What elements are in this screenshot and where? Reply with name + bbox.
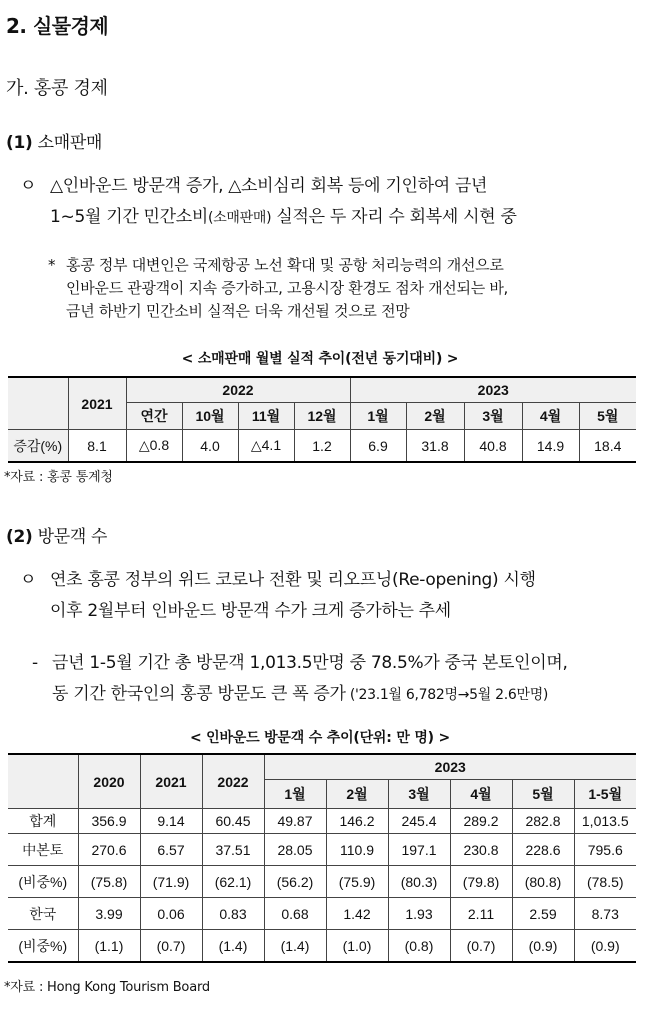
- visitors-col-year: 2022: [202, 754, 264, 809]
- visitors-row-label: 합계: [8, 809, 78, 834]
- section-title: 2. 실물경제: [6, 14, 109, 38]
- table-cell: (75.8): [78, 866, 140, 898]
- retail-note: [66, 254, 646, 323]
- retail-subcol: 12월: [294, 403, 350, 430]
- table-row: [8, 866, 636, 898]
- table-cell: 0.68: [264, 898, 326, 930]
- table-cell: 60.45: [202, 809, 264, 834]
- table-cell: 8.73: [574, 898, 636, 930]
- retail-table-corner: [8, 377, 68, 430]
- retail-table: [8, 376, 636, 463]
- table-cell: (0.7): [140, 930, 202, 963]
- visitors-row-label: 中본토: [8, 834, 78, 866]
- visitors-bullet: ㅇ: [20, 570, 37, 590]
- visitors-sub-line-2: [52, 679, 652, 711]
- visitors-subcol: 1월: [264, 780, 326, 809]
- retail-line-1: △인바운드 방문객 증가, △소비심리 회복 등에 기인하여 금년: [50, 176, 488, 196]
- visitors-line-2: 이후 2월부터 인바운드 방문객 수가 크게 증가하는 추세: [50, 601, 451, 621]
- visitors-heading-number: (2): [6, 527, 33, 547]
- table-cell: (0.7): [450, 930, 512, 963]
- table-cell: 28.05: [264, 834, 326, 866]
- table-cell: (0.8): [388, 930, 450, 963]
- table-cell: 37.51: [202, 834, 264, 866]
- visitors-subcol: 4월: [450, 780, 512, 809]
- retail-subcol: 연간: [126, 403, 182, 430]
- retail-subcol: 5월: [579, 403, 636, 430]
- table-cell: 6.57: [140, 834, 202, 866]
- table-cell: 40.8: [464, 430, 522, 463]
- retail-line-2a: 1~5월 기간 민간소비: [50, 207, 209, 227]
- visitors-col-year: 2020: [78, 754, 140, 809]
- retail-subcol: 1월: [350, 403, 406, 430]
- table-cell: 1,013.5: [574, 809, 636, 834]
- table-cell: 289.2: [450, 809, 512, 834]
- retail-source: *자료 : 홍콩 통계청: [4, 470, 113, 485]
- retail-line-2b: (소매판매): [208, 210, 272, 226]
- visitors-row-label: (비중%): [8, 930, 78, 963]
- table-cell: 4.0: [182, 430, 238, 463]
- retail-subcol: 11월: [238, 403, 294, 430]
- table-cell: 795.6: [574, 834, 636, 866]
- retail-col-2021: 2021: [68, 377, 126, 430]
- table-cell: 2.59: [512, 898, 574, 930]
- visitors-sub-paragraph: [52, 648, 652, 711]
- table-cell: △0.8: [126, 430, 182, 463]
- retail-bullet: ㅇ: [20, 176, 37, 196]
- table-cell: (1.4): [202, 930, 264, 963]
- visitors-paragraph: [50, 565, 650, 627]
- visitors-source: *자료 : Hong Kong Tourism Board: [4, 980, 210, 995]
- visitors-table-body: [8, 809, 636, 963]
- table-cell: (0.9): [512, 930, 574, 963]
- table-cell: 14.9: [522, 430, 579, 463]
- retail-note-line-3: 금년 하반기 민간소비 실적은 더욱 개선될 것으로 전망: [66, 302, 410, 320]
- retail-subcol: 10월: [182, 403, 238, 430]
- retail-subcol: 4월: [522, 403, 579, 430]
- table-cell: 1.93: [388, 898, 450, 930]
- table-cell: 8.1: [68, 430, 126, 463]
- subsection-title: 가. 홍콩 경제: [6, 78, 108, 99]
- table-cell: (62.1): [202, 866, 264, 898]
- visitors-sub-line-1: 금년 1-5월 기간 총 방문객 1,013.5만명 중 78.5%가 중국 본토인이며,: [52, 653, 568, 673]
- visitors-subcol: 3월: [388, 780, 450, 809]
- table-cell: (78.5): [574, 866, 636, 898]
- table-cell: (56.2): [264, 866, 326, 898]
- table-cell: △4.1: [238, 430, 294, 463]
- table-row: [8, 930, 636, 963]
- table-cell: (71.9): [140, 866, 202, 898]
- table-cell: 9.14: [140, 809, 202, 834]
- table-cell: 282.8: [512, 809, 574, 834]
- table-cell: 0.06: [140, 898, 202, 930]
- retail-heading-number: (1): [6, 133, 33, 153]
- retail-note-mark: *: [48, 256, 56, 274]
- table-cell: 146.2: [326, 809, 388, 834]
- table-cell: 18.4: [579, 430, 636, 463]
- visitors-table-corner: [8, 754, 78, 809]
- retail-subcol: 2월: [406, 403, 464, 430]
- visitors-subcol: 2월: [326, 780, 388, 809]
- visitors-dash: -: [32, 653, 38, 673]
- table-cell: 230.8: [450, 834, 512, 866]
- table-cell: 270.6: [78, 834, 140, 866]
- retail-line-2c: 실적은 두 자리 수 회복세 시현 중: [271, 207, 517, 227]
- visitors-subcol: 1-5월: [574, 780, 636, 809]
- table-cell: (1.4): [264, 930, 326, 963]
- visitors-sub-line-2b: ('23.1월 6,782명→5월 2.6만명): [345, 687, 549, 703]
- visitors-sub-line-2a: 동 기간 한국인의 홍콩 방문도 큰 폭 증가: [52, 684, 346, 704]
- visitors-row-label: 한국: [8, 898, 78, 930]
- visitors-heading-text: 방문객 수: [37, 527, 108, 547]
- retail-subcol: 3월: [464, 403, 522, 430]
- table-cell: 110.9: [326, 834, 388, 866]
- table-cell: 49.87: [264, 809, 326, 834]
- retail-table-caption: < 소매판매 월별 실적 추이(전년 동기대비) >: [181, 351, 459, 367]
- retail-heading-text: 소매판매: [37, 133, 103, 153]
- table-cell: 356.9: [78, 809, 140, 834]
- table-cell: 197.1: [388, 834, 450, 866]
- retail-paragraph: [50, 171, 640, 234]
- table-cell: (1.1): [78, 930, 140, 963]
- visitors-table: [8, 753, 636, 963]
- visitors-row-label: (비중%): [8, 866, 78, 898]
- table-cell: 31.8: [406, 430, 464, 463]
- table-cell: 3.99: [78, 898, 140, 930]
- retail-col-2022: 2022: [126, 377, 350, 403]
- table-cell: (80.8): [512, 866, 574, 898]
- table-cell: 6.9: [350, 430, 406, 463]
- visitors-heading: [6, 522, 107, 547]
- table-row: [8, 430, 636, 463]
- table-cell: 1.42: [326, 898, 388, 930]
- retail-line-2: [50, 202, 640, 234]
- table-cell: (1.0): [326, 930, 388, 963]
- retail-row-label: 증감(%): [8, 430, 68, 463]
- table-cell: 228.6: [512, 834, 574, 866]
- visitors-col-2023: 2023: [264, 754, 636, 780]
- table-row: [8, 834, 636, 866]
- visitors-col-year: 2021: [140, 754, 202, 809]
- table-cell: (80.3): [388, 866, 450, 898]
- visitors-table-caption: < 인바운드 방문객 수 추이(단위: 만 명) >: [189, 730, 451, 746]
- retail-note-line-1: 홍콩 정부 대변인은 국제항공 노선 확대 및 공항 처리능력의 개선으로: [66, 256, 504, 274]
- table-cell: 1.2: [294, 430, 350, 463]
- retail-note-line-2: 인바운드 관광객이 지속 증가하고, 고용시장 환경도 점차 개선되는 바,: [66, 279, 509, 297]
- visitors-line-1: 연초 홍콩 정부의 위드 코로나 전환 및 리오프닝(Re-opening) 시행: [50, 570, 536, 590]
- table-cell: 2.11: [450, 898, 512, 930]
- table-cell: 0.83: [202, 898, 264, 930]
- table-row: [8, 898, 636, 930]
- table-cell: (75.9): [326, 866, 388, 898]
- table-cell: 245.4: [388, 809, 450, 834]
- table-cell: (79.8): [450, 866, 512, 898]
- table-cell: (0.9): [574, 930, 636, 963]
- retail-col-2023: 2023: [350, 377, 636, 403]
- visitors-subcol: 5월: [512, 780, 574, 809]
- retail-heading: [6, 128, 102, 153]
- table-row: [8, 809, 636, 834]
